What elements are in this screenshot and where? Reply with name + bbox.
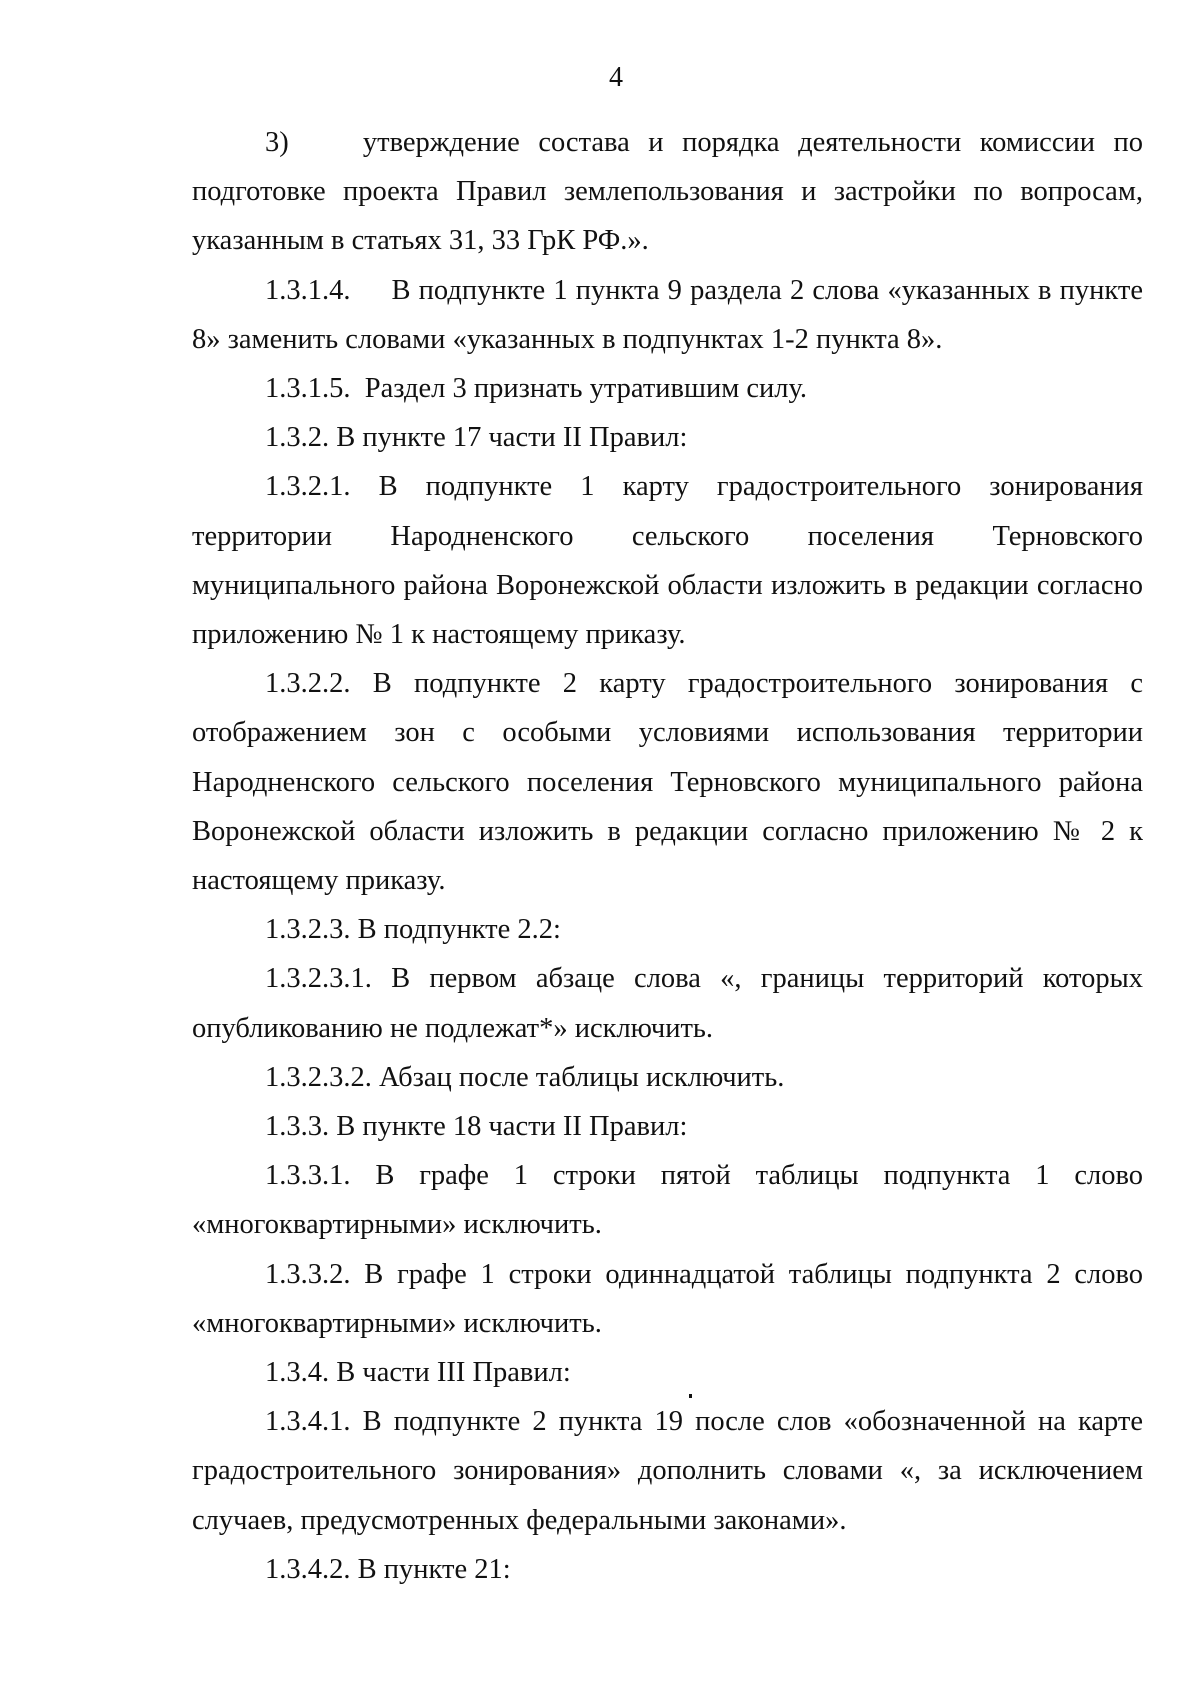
paragraph-1-3-4-2: 1.3.4.2. В пункте 21:: [265, 1553, 511, 1585]
paragraph-1-3-2-3-2: 1.3.2.3.2. Абзац после таблицы исключить.: [265, 1061, 785, 1093]
document-body: [192, 118, 1143, 1594]
paragraph-1-3-3: 1.3.3. В пункте 18 части II Правил:: [265, 1111, 688, 1143]
paragraph-1-3-4: 1.3.4. В части III Правил:: [265, 1357, 571, 1389]
paragraph-1-3-3-2: 1.3.3.2. В графе 1 строки одиннадцатой таблицы подпункта 2 слово «многоквартирными» исключить.: [192, 1258, 1143, 1339]
paragraph-1-3-2-3-1: 1.3.2.3.1. В первом абзаце слова «, границы территорий которых опубликованию не подлежат*» исключить.: [192, 963, 1143, 1044]
paragraph-item-3: 3) утверждение состава и порядка деятельности комиссии по подготовке проекта Правил землепользования и застройки по вопросам, указанным в статьях 31, 33 ГрК РФ.».: [192, 127, 1143, 257]
paragraph-1-3-2-2: 1.3.2.2. В подпункте 2 карту градостроительного зонирования с отображением зон с особыми условиями использования территории Народненского сельского поселения Терновского муниципального района Воронежской области изложить в редакции согласно приложению № 2 к настоящему приказу.: [192, 668, 1143, 897]
page-number: 4: [609, 62, 623, 93]
paragraph-1-3-2-3: 1.3.2.3. В подпункте 2.2:: [265, 914, 561, 946]
paragraph-1-3-1-4: 1.3.1.4. В подпункте 1 пункта 9 раздела 2 слова «указанных в пункте 8» заменить словами «указанных в подпунктах 1-2 пункта 8».: [192, 274, 1143, 355]
scan-dot-mark: [689, 1394, 692, 1398]
paragraph-1-3-2: 1.3.2. В пункте 17 части II Правил:: [265, 422, 688, 454]
paragraph-1-3-1-5: 1.3.1.5. Раздел 3 признать утратившим силу.: [265, 373, 808, 405]
paragraph-1-3-3-1: 1.3.3.1. В графе 1 строки пятой таблицы подпункта 1 слово «многоквартирными» исключить.: [192, 1160, 1143, 1241]
paragraph-1-3-2-1: 1.3.2.1. В подпункте 1 карту градостроительного зонирования территории Народненского сельского поселения Терновского муниципального района Воронежской области изложить в редакции согласно приложению № 1 к настоящему приказу.: [192, 471, 1143, 651]
paragraph-1-3-4-1: 1.3.4.1. В подпункте 2 пункта 19 после слов «обозначенной на карте градостроительного зонирования» дополнить словами «, за исключением случаев, предусмотренных федеральными законами».: [192, 1406, 1143, 1536]
